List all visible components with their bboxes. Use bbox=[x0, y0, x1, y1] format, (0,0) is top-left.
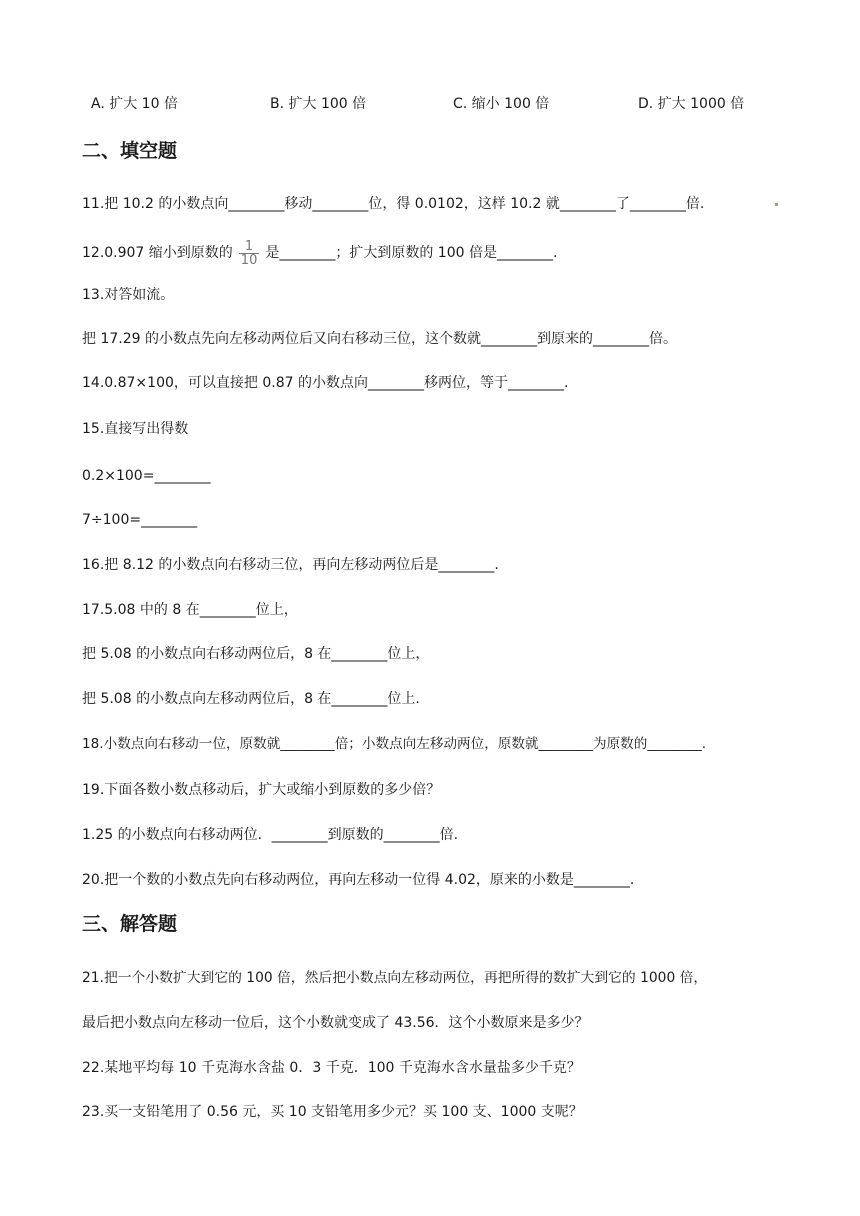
question-11: 11.把 10.2 的小数点向________移动________位，得 0.0102，这样 10.2 就________了________倍. bbox=[82, 196, 705, 212]
green-dot-mark bbox=[775, 203, 778, 206]
fraction-one-tenth bbox=[239, 240, 260, 267]
question-12-before: 12.0.907 缩小到原数的 bbox=[82, 245, 233, 261]
question-12-after: 是________；扩大到原数的 100 倍是________. bbox=[265, 245, 558, 261]
fraction-denominator: 10 bbox=[240, 252, 258, 268]
option-d: D. 扩大 1000 倍 bbox=[638, 96, 745, 112]
question-20: 20.把一个数的小数点先向右移动两位，再向左移动一位得 4.02，原来的小数是________. bbox=[82, 872, 635, 888]
option-c: C. 缩小 100 倍 bbox=[453, 96, 550, 112]
option-a: A. 扩大 10 倍 bbox=[91, 96, 178, 112]
section-heading-answer: 三、解答题 bbox=[82, 913, 178, 935]
question-22: 22.某地平均每 10 千克海水含盐 0．3 千克．100 千克海水含水量盐多少千克？ bbox=[82, 1060, 581, 1076]
question-15-a: 0.2×100=________ bbox=[82, 468, 211, 484]
section-heading-fill-blank: 二、填空题 bbox=[82, 140, 178, 162]
question-21-a: 21.把一个小数扩大到它的 100 倍，然后把小数点向左移动两位，再把所得的数扩大到它的 1000 倍， bbox=[82, 970, 708, 986]
question-17-a: 17.5.08 中的 8 在________位上， bbox=[82, 602, 298, 618]
question-23: 23.买一支铅笔用了 0.56 元，买 10 支铅笔用多少元？买 100 支、1000 支呢？ bbox=[82, 1104, 583, 1120]
question-17-b: 把 5.08 的小数点向右移动两位后，8 在________位上， bbox=[82, 646, 430, 662]
question-13-body: 把 17.29 的小数点先向左移动两位后又向右移动三位，这个数就________到原来的________倍。 bbox=[82, 331, 677, 347]
fraction-numerator: 1 bbox=[244, 238, 254, 254]
question-17-c: 把 5.08 的小数点向左移动两位后，8 在________位上. bbox=[82, 691, 420, 707]
question-14: 14.0.87×100，可以直接把 0.87 的小数点向________移两位，等于________. bbox=[82, 375, 569, 391]
question-15-b: 7÷100=________ bbox=[82, 512, 198, 528]
question-18: 18.小数点向右移动一位，原数就________倍；小数点向左移动两位，原数就________为原数的________. bbox=[82, 736, 707, 752]
question-15-title: 15.直接写出得数 bbox=[82, 421, 189, 437]
question-21-b: 最后把小数点向左移动一位后，这个小数就变成了 43.56．这个小数原来是多少？ bbox=[82, 1015, 589, 1031]
option-b: B. 扩大 100 倍 bbox=[270, 96, 367, 112]
question-13-title: 13.对答如流。 bbox=[82, 287, 175, 303]
question-16: 16.把 8.12 的小数点向右移动三位，再向左移动两位后是________. bbox=[82, 557, 499, 573]
question-19-title: 19.下面各数小数点移动后，扩大或缩小到原数的多少倍？ bbox=[82, 782, 441, 798]
question-12 bbox=[82, 238, 557, 268]
question-19-body: 1.25 的小数点向右移动两位．________到原数的________倍. bbox=[82, 827, 459, 843]
